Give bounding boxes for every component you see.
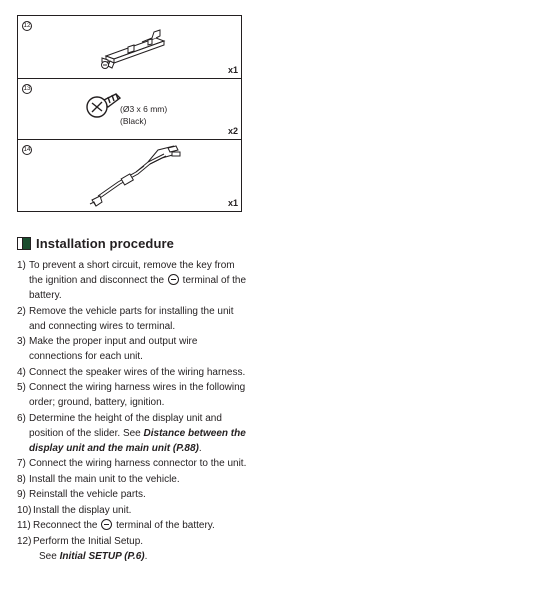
part-number-13: 13 xyxy=(23,85,31,92)
step-item: 7) Connect the wiring harness connector to the unit. xyxy=(17,458,247,469)
minus-terminal-icon xyxy=(168,274,179,285)
part-quantity-14: x1 xyxy=(227,198,238,208)
part-row-13 xyxy=(18,79,241,140)
section-heading xyxy=(17,236,174,251)
section-marker-icon xyxy=(17,237,31,250)
screw-illustration xyxy=(84,89,122,123)
step-item: 12) Perform the Initial Setup. See Initial SETUP (P.6). xyxy=(17,535,148,562)
step-item: 8) Install the main unit to the vehicle. xyxy=(17,473,180,485)
section-title: Installation procedure xyxy=(36,236,175,251)
part-row-14 xyxy=(18,140,241,211)
step-item: 1) To prevent a short circuit, remove the key from the ignition and disconnect the terminal of the battery. xyxy=(17,260,247,301)
screw-size-spec: (Ø3 x 6 mm) xyxy=(120,104,168,114)
cable-illustration xyxy=(88,144,184,208)
part-row-12 xyxy=(18,16,241,79)
page-reference-link[interactable]: Initial SETUP (P.6) xyxy=(59,550,145,562)
step-item: 5) Connect the wiring harness wires in the following order; ground, battery, ignition. xyxy=(17,382,246,408)
step-item: 11) Reconnect the terminal of the battery. xyxy=(17,520,215,531)
page-reference-link[interactable]: Distance between the display unit and the main unit (P.88) xyxy=(29,427,246,454)
part-quantity-13: x2 xyxy=(227,126,238,136)
screw-color-spec: (Black) xyxy=(120,116,147,126)
step-item: 10) Install the display unit. xyxy=(17,504,132,516)
step-item: 6) Determine the height of the display unit and position of the slider. See Distance between the display unit and the main unit (P.88). xyxy=(17,412,246,454)
step-item: 9) Reinstall the vehicle parts. xyxy=(17,489,146,500)
step-item: 3) Make the proper input and output wire connections for each unit. xyxy=(17,336,198,362)
step-item: 4) Connect the speaker wires of the wiring harness. xyxy=(17,366,246,378)
part-number-12: 12 xyxy=(23,22,31,29)
slider-bracket-illustration xyxy=(98,28,178,72)
minus-terminal-icon xyxy=(101,519,112,530)
part-number-14: 14 xyxy=(23,146,31,153)
installation-steps xyxy=(17,258,249,564)
step-item: 2) Remove the vehicle parts for installing the unit and connecting wires to terminal. xyxy=(17,305,234,332)
part-quantity-12: x1 xyxy=(227,65,238,75)
parts-table xyxy=(17,15,242,212)
